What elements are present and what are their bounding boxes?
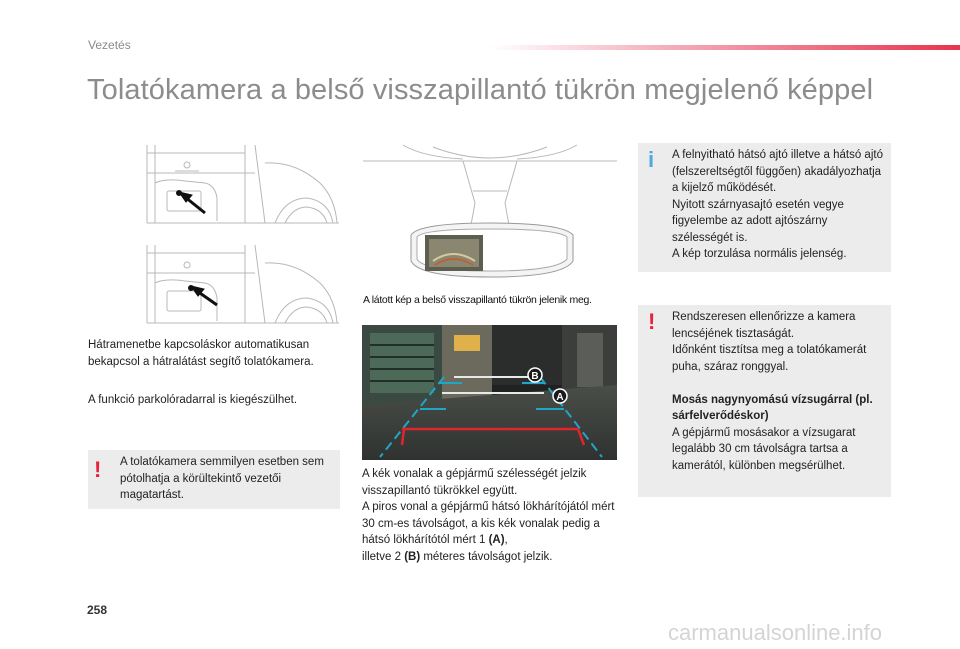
guide-lines-text-2: A piros vonal a gépjármű hátsó lökhárítójától mért 30 cm-es távolságot, a kis kék vonalak pedig a hátsó lökhárítótól mért 1 xyxy=(362,501,615,546)
ref-b: (B) xyxy=(404,550,421,563)
warning-icon: ! xyxy=(648,309,656,334)
guide-lines-text-2-end: , xyxy=(504,534,508,546)
warning-text: A tolatókamera semmilyen esetben sem pótolhatja a körültekintő vezetői magatartást. xyxy=(120,456,324,501)
page-title: Tolatókamera a belső visszapillantó tükrön megjelenő képpel xyxy=(87,74,874,106)
watermark: carmanualsonline.info xyxy=(668,620,883,645)
interior-mirror-illustration xyxy=(363,143,617,285)
info-text xyxy=(672,147,884,263)
intro-paragraph-1: Hátramenetbe kapcsoláskor automatikusan bekapcsol a hátralátást segítő tolatókamera. xyxy=(88,339,314,368)
vehicle-rear-illustration xyxy=(145,143,341,325)
info-text-1: A felnyitható hátsó ajtó illetve a hátsó ajtó (felszereltségtől függően) akadályozhatja a kijelző működését. xyxy=(672,149,883,194)
vehicle-rear-top-drawing xyxy=(147,145,339,223)
warning-box-cleaning xyxy=(638,305,891,497)
guide-lines-description xyxy=(362,466,620,565)
camera-location-arrow-bottom xyxy=(190,286,218,305)
header-accent-bar xyxy=(490,45,960,50)
mirror-caption: A látott kép a belső visszapillantó tükrön jelenik meg. xyxy=(363,294,592,306)
svg-text:A: A xyxy=(556,392,564,403)
intro-paragraph-2: A funkció parkolóradarral is kiegészülhet. xyxy=(88,394,298,406)
info-icon: i xyxy=(648,147,655,172)
warning-box-camera xyxy=(88,450,340,509)
high-pressure-washing-heading: Mosás nagynyomású vízsugárral (pl. sárfelverődéskor) xyxy=(672,393,873,422)
distance-marker-b xyxy=(528,368,542,382)
rear-camera-view-image xyxy=(362,325,617,460)
svg-text:B: B xyxy=(531,371,539,382)
ref-a: (A) xyxy=(488,534,505,546)
vehicle-rear-bottom-drawing xyxy=(147,245,339,323)
distance-marker-a xyxy=(553,389,567,403)
warning-icon: ! xyxy=(94,457,102,482)
page-number: 258 xyxy=(87,603,108,617)
section-title: Vezetés xyxy=(88,38,131,52)
mirror-camera-display xyxy=(425,235,483,271)
info-box-tailgate xyxy=(638,143,891,272)
cleaning-warning-text xyxy=(672,309,886,474)
cleaning-text-2: Időnként tisztítsa meg a tolatókamerát puha, száraz ronggyal. xyxy=(672,344,867,373)
info-text-2: Nyitott szárnyasajtó esetén vegye figyelembe az adott ajtószárny szélességét is. xyxy=(672,198,844,244)
info-text-3: A kép torzulása normális jelenség. xyxy=(672,248,847,260)
guide-lines-text-1: A kék vonalak a gépjármű szélességét jelzik visszapillantó tükrökkel együtt. xyxy=(362,468,587,497)
cleaning-text-3: A gépjármű mosásakor a vízsugarat legalább 30 cm távolságra tartsa a kamerától, különben megsérülhet. xyxy=(672,426,856,472)
cleaning-text-1: Rendszeresen ellenőrizze a kamera lencséjének tisztaságát. xyxy=(672,311,856,340)
guide-lines-text-3: illetve 2 xyxy=(362,550,405,563)
guide-lines-text-3-end: méteres távolságot jelzik. xyxy=(420,550,553,563)
